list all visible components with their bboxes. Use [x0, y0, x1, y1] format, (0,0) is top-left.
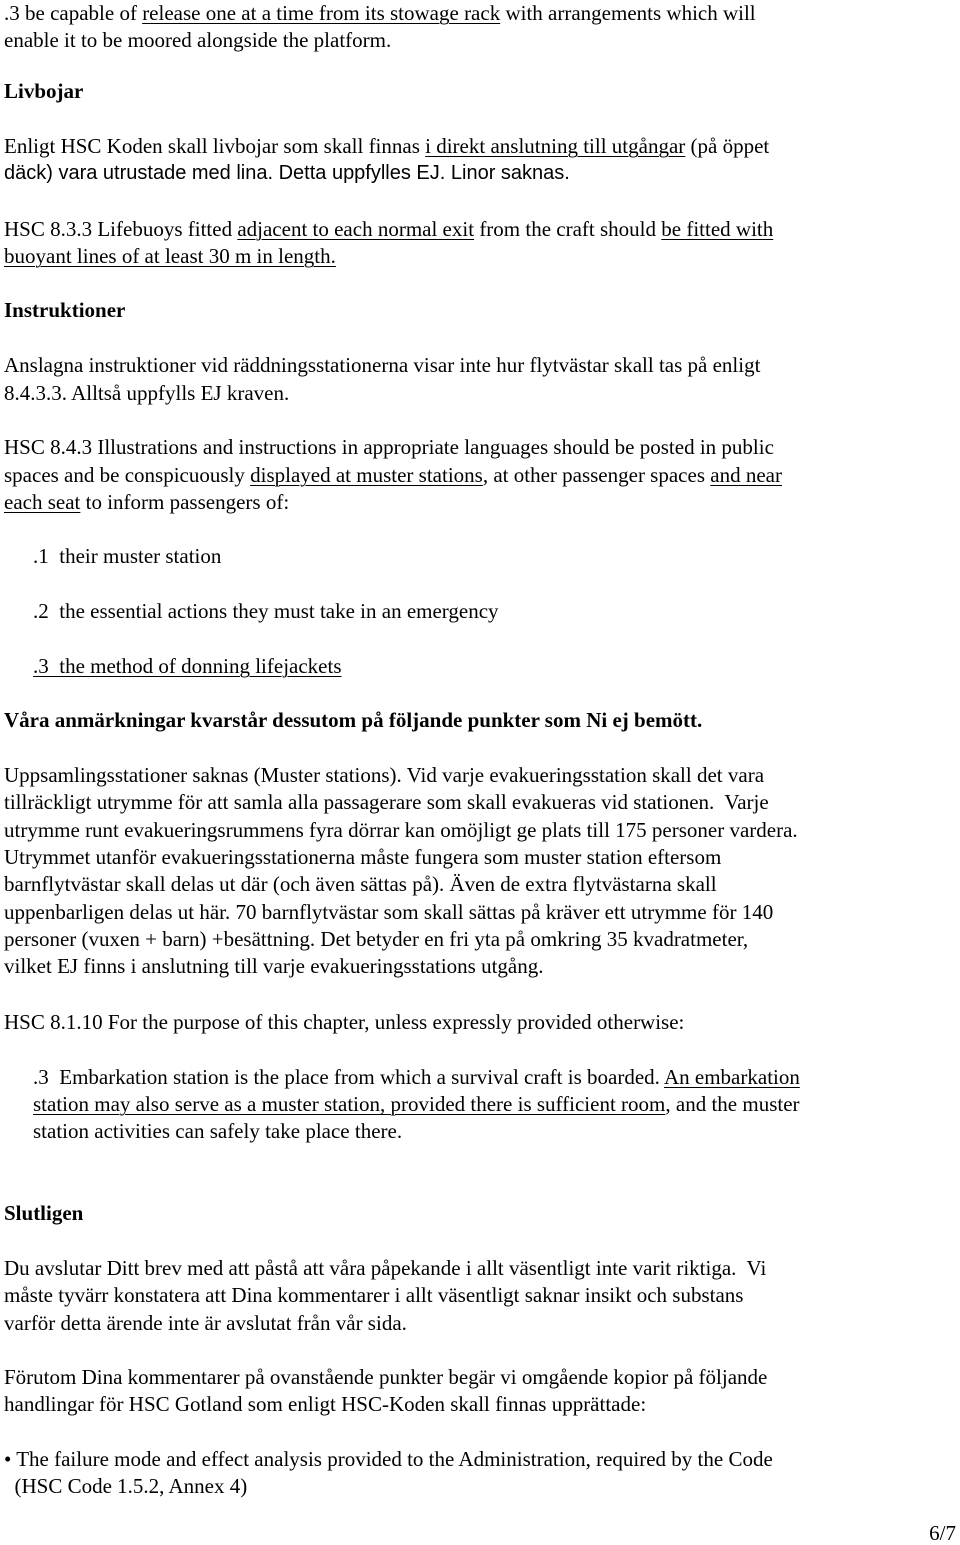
paragraph-line: enable it to be moored alongside the platform. [4, 28, 392, 52]
bullet-item: (HSC Code 1.5.2, Annex 4) [4, 1474, 248, 1498]
paragraph-line: utrymme runt evakueringsrummens fyra dörrar kan omöjligt ge plats till 175 personer vardera. [4, 818, 798, 842]
text-run: HSC 8.3.3 Lifebuoys fitted [4, 217, 238, 241]
hsc-quote-line [33, 1091, 800, 1119]
underlined-text: release one at a time from its stowage rack [142, 1, 501, 25]
underlined-text: adjacent to each normal exit [237, 217, 475, 241]
paragraph-line: Uppsamlingsstationer saknas (Muster stations). Vid varje evakueringsstation skall det vara [4, 763, 765, 787]
list-item: .1 their muster station [33, 544, 222, 568]
paragraph-line: vilket EJ finns i anslutning till varje evakueringsstations utgång. [4, 954, 544, 978]
hsc-quote-line: HSC 8.4.3 Illustrations and instructions in appropriate languages should be posted in public [4, 435, 774, 459]
hsc-quote-line: buoyant lines of at least 30 m in length. [4, 244, 336, 268]
text-run: .3 Embarkation station is the place from which a survival craft is boarded. [33, 1065, 664, 1089]
hsc-quote-line [4, 216, 773, 244]
text-run: (på öppet [685, 134, 770, 158]
hsc-quote-line [4, 489, 289, 517]
text-run: spaces and be conspicuously [4, 463, 251, 487]
hsc-quote-line [33, 1064, 800, 1092]
underlined-text: station may also serve as a muster station, provided there is sufficient room [33, 1092, 666, 1116]
paragraph-line: måste tyvärr konstatera att Dina kommentarer i allt väsentligt saknar insikt och substans [4, 1283, 744, 1307]
paragraph-line: handlingar för HSC Gotland som enligt HSC-Koden skall finnas upprättade: [4, 1392, 647, 1416]
text-run: Enligt HSC Koden skall livbojar som skall finnas [4, 134, 426, 158]
paragraph-line: Anslagna instruktioner vid räddningsstationerna visar inte hur flytvästar skall tas på enligt [4, 353, 761, 377]
underlined-text: and near [710, 463, 782, 487]
text-run: from the craft should [474, 217, 662, 241]
hsc-quote-line [4, 462, 782, 490]
text-run: , at other passenger spaces [482, 463, 711, 487]
list-item: .3 the method of donning lifejackets [33, 654, 342, 678]
paragraph-line [4, 133, 769, 161]
section-heading-remarks: Våra anmärkningar kvarstår dessutom på följande punkter som Ni ej bemött. [4, 708, 703, 732]
paragraph-line: Du avslutar Ditt brev med att påstå att våra påpekande i allt väsentligt inte varit riktiga. Vi [4, 1256, 767, 1280]
underlined-text: i direkt anslutning till utgångar [425, 134, 686, 158]
paragraph-line: varför detta ärende inte är avslutat från vår sida. [4, 1311, 407, 1335]
hsc-quote-intro: HSC 8.1.10 For the purpose of this chapter, unless expressly provided otherwise: [4, 1010, 685, 1034]
paragraph-line: tillräckligt utrymme för att samla alla passagerare som skall evakueras vid stationen. Varje [4, 790, 769, 814]
hsc-quote-line: station activities can safely take place there. [33, 1119, 403, 1143]
underlined-text: be fitted with [661, 217, 774, 241]
underlined-text: displayed at muster stations [250, 463, 483, 487]
paragraph-line: däck) vara utrustade med lina. Detta uppfylles EJ. Linor saknas. [4, 162, 570, 184]
paragraph-line: Förutom Dina kommentarer på ovanstående punkter begär vi omgående kopior på följande [4, 1365, 768, 1389]
underlined-text: An embarkation [663, 1065, 800, 1089]
page-number: 6/7 [929, 1521, 956, 1545]
paragraph-line [4, 0, 756, 28]
paragraph-line: barnflytvästar skall delas ut där (och även sättas på). Även de extra flytvästarna skall [4, 872, 717, 896]
list-item: .2 the essential actions they must take in an emergency [33, 599, 499, 623]
section-heading-instruktioner: Instruktioner [4, 298, 126, 322]
text-run: with arrangements which will [500, 1, 756, 25]
paragraph-line: personer (vuxen + barn) +besättning. Det betyder en fri yta på omkring 35 kvadratmeter, [4, 927, 749, 951]
section-heading-livbojar: Livbojar [4, 79, 84, 103]
section-heading-slutligen: Slutligen [4, 1201, 84, 1225]
text-run: , and the muster [665, 1092, 800, 1116]
paragraph-line: Utrymmet utanför evakueringsstationerna måste fungera som muster station eftersom [4, 845, 722, 869]
text-run: .3 be capable of [4, 1, 143, 25]
underlined-text: each seat [4, 490, 81, 514]
bullet-item: • The failure mode and effect analysis provided to the Administration, required by the Code [4, 1447, 773, 1471]
paragraph-line: uppenbarligen delas ut här. 70 barnflytvästar som skall sättas på kräver ett utrymme för 140 [4, 900, 774, 924]
paragraph-line: 8.4.3.3. Alltså uppfylls EJ kraven. [4, 381, 290, 405]
text-run: to inform passengers of: [80, 490, 290, 514]
